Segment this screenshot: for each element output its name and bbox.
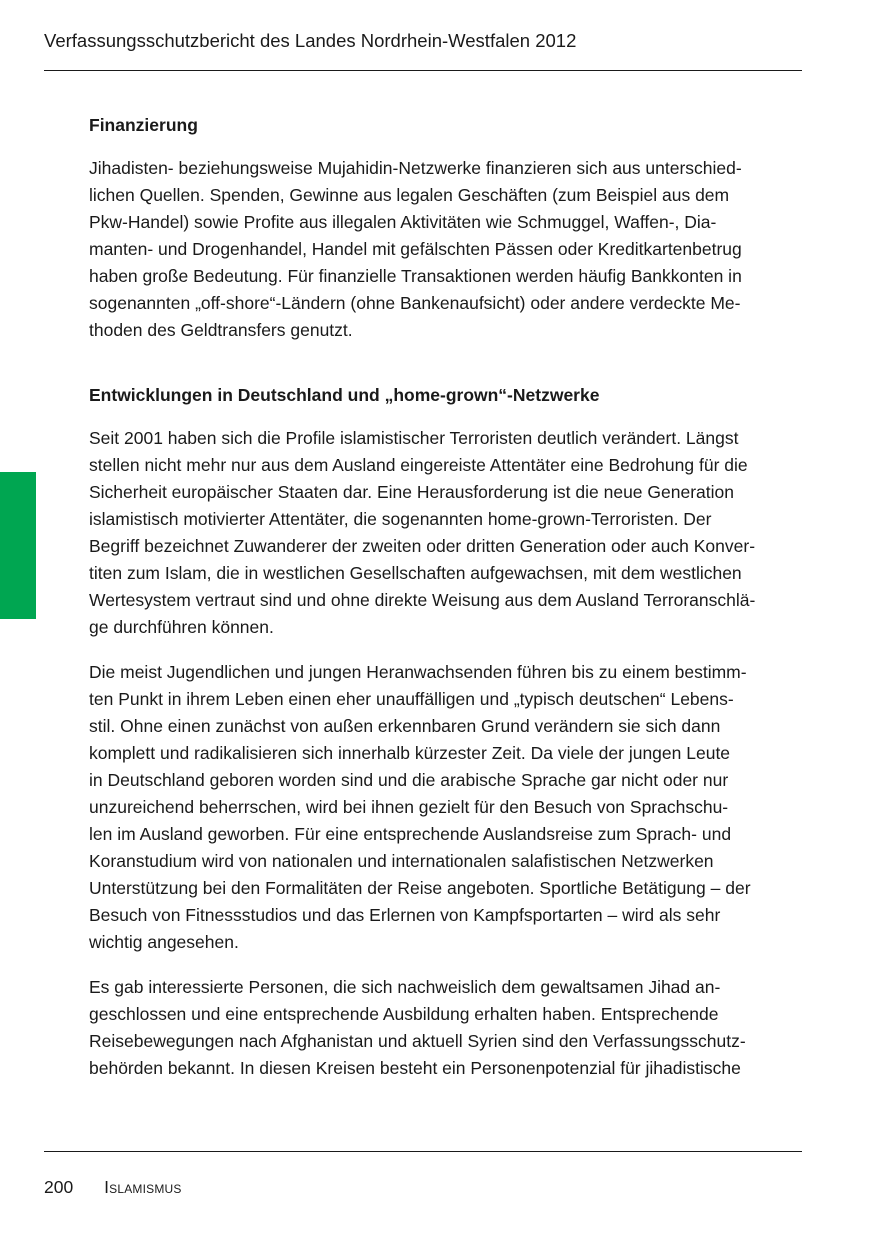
text-line: haben große Bedeutung. Für finanzielle Transaktionen werden häufig Bankkonten in	[89, 266, 742, 286]
text-line: unzureichend beherrschen, wird bei ihnen gezielt für den Besuch von Sprachschu-	[89, 797, 729, 817]
text-line: sogenannten „off-shore“-Ländern (ohne Bankenaufsicht) oder andere verdeckte Me-	[89, 293, 741, 313]
text-line: lichen Quellen. Spenden, Gewinne aus legalen Geschäften (zum Beispiel aus dem	[89, 185, 730, 205]
text-line: Es gab interessierte Personen, die sich nachweislich dem gewaltsamen Jihad an-	[89, 977, 721, 997]
text-line: ge durchführen können.	[89, 617, 274, 637]
text-line: wichtig angesehen.	[89, 932, 239, 952]
header-rule	[44, 70, 802, 71]
text-line: Jihadisten- beziehungsweise Mujahidin-Netzwerke finanzieren sich aus unterschied-	[89, 158, 742, 178]
text-line: len im Ausland geworben. Für eine entsprechende Auslandsreise zum Sprach- und	[89, 824, 732, 844]
text-line: manten- und Drogenhandel, Handel mit gefälschten Pässen oder Kreditkartenbetrug	[89, 239, 742, 259]
page-footer	[44, 1176, 182, 1198]
text-line: titen zum Islam, die in westlichen Gesellschaften aufgewachsen, mit dem westlichen	[89, 563, 742, 583]
text-line: Wertesystem vertraut sind und ohne direkte Weisung aus dem Ausland Terroranschlä-	[89, 590, 756, 610]
text-line: in Deutschland geboren worden sind und die arabische Sprache gar nicht oder nur	[89, 770, 729, 790]
section-heading-finanzierung: Finanzierung	[89, 115, 198, 135]
paragraph-personen	[89, 974, 804, 1082]
text-line: stellen nicht mehr nur aus dem Ausland eingereiste Attentäter eine Bedrohung für die	[89, 455, 748, 475]
text-line: stil. Ohne einen zunächst von außen erkennbaren Grund verändern sie sich dann	[89, 716, 721, 736]
paragraph-finanzierung	[89, 155, 804, 344]
paragraph-jugendliche	[89, 659, 804, 956]
section-heading-entwicklungen: Entwicklungen in Deutschland und „home-grown“-Netzwerke	[89, 385, 600, 405]
text-line: komplett und radikalisieren sich innerhalb kürzester Zeit. Da viele der jungen Leute	[89, 743, 731, 763]
page-number: 200	[44, 1177, 74, 1197]
section-color-tab	[0, 472, 36, 619]
paragraph-profile	[89, 425, 804, 641]
text-line: Pkw-Handel) sowie Profite aus illegalen Aktivitäten wie Schmuggel, Waffen-, Dia-	[89, 212, 717, 232]
text-line: Die meist Jugendlichen und jungen Heranwachsenden führen bis zu einem bestimm-	[89, 662, 747, 682]
running-header: Verfassungsschutzbericht des Landes Nordrhein-Westfalen 2012	[44, 30, 577, 51]
text-line: behörden bekannt. In diesen Kreisen besteht ein Personenpotenzial für jihadistische	[89, 1058, 741, 1078]
text-line: Koranstudium wird von nationalen und internationalen salafistischen Netzwerken	[89, 851, 714, 871]
text-line: Unterstützung bei den Formalitäten der Reise angeboten. Sportliche Betätigung – der	[89, 878, 751, 898]
text-line: Seit 2001 haben sich die Profile islamistischer Terroristen deutlich verändert. Längst	[89, 428, 739, 448]
text-line: ten Punkt in ihrem Leben einen eher unauffälligen und „typisch deutschen“ Lebens-	[89, 689, 734, 709]
text-line: geschlossen und eine entsprechende Ausbildung erhalten haben. Entsprechende	[89, 1004, 719, 1024]
text-line: thoden des Geldtransfers genutzt.	[89, 320, 353, 340]
footer-rule	[44, 1151, 802, 1152]
footer-section-name: Islamismus	[104, 1177, 182, 1197]
text-line: Begriff bezeichnet Zuwanderer der zweiten oder dritten Generation oder auch Konver-	[89, 536, 756, 556]
text-line: Sicherheit europäischer Staaten dar. Eine Herausforderung ist die neue Generation	[89, 482, 734, 502]
text-line: islamistisch motivierter Attentäter, die sogenannten home-grown-Terroristen. Der	[89, 509, 712, 529]
text-line: Besuch von Fitnessstudios und das Erlernen von Kampfsportarten – wird als sehr	[89, 905, 721, 925]
text-line: Reisebewegungen nach Afghanistan und aktuell Syrien sind den Verfassungsschutz-	[89, 1031, 746, 1051]
